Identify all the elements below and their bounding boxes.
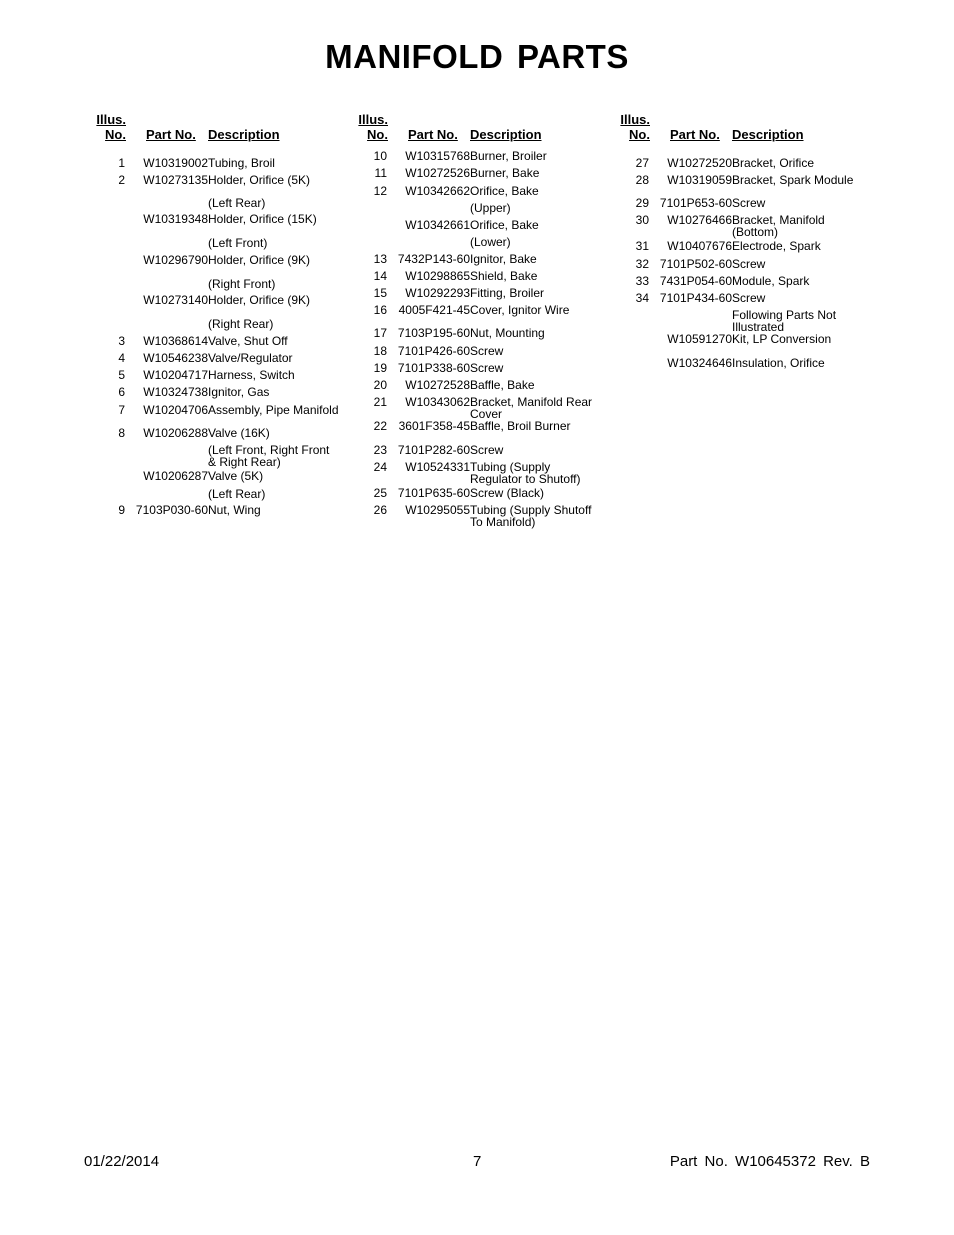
- illus-no: 17: [373, 326, 387, 340]
- part-description: Electrode, Spark: [732, 239, 821, 253]
- part-description: Screw: [732, 291, 766, 305]
- illus-no: 3: [118, 334, 125, 348]
- illus-no: 4: [118, 351, 125, 365]
- part-number: 7431P054-60: [659, 274, 732, 288]
- part-description: Valve (16K): [208, 426, 270, 440]
- part-number: W10324646: [667, 356, 732, 370]
- illus-no: 10: [373, 149, 387, 163]
- part-description: Cover, Ignitor Wire: [470, 303, 570, 317]
- part-number: W10272520: [667, 156, 732, 170]
- part-number: W10272528: [405, 378, 470, 392]
- part-description: (Left Front, Right Front & Right Rear): [208, 444, 354, 468]
- part-number: 7101P434-60: [659, 291, 732, 305]
- part-number: 7101P653-60: [659, 196, 732, 210]
- part-number: 7101P635-60: [397, 486, 470, 500]
- part-number: W10319348: [143, 212, 208, 226]
- footer-page-number: 7: [473, 1153, 482, 1170]
- part-number: W10204706: [143, 403, 208, 417]
- illus-no: 23: [373, 443, 387, 457]
- part-number: W10276466: [667, 213, 732, 227]
- part-description: Bracket, Orifice: [732, 156, 815, 170]
- part-description: Nut, Wing: [208, 503, 261, 517]
- illus-no: 27: [635, 156, 649, 170]
- part-number: W10368614: [143, 334, 208, 348]
- part-description: Fitting, Broiler: [470, 286, 545, 300]
- part-description: Shield, Bake: [470, 269, 538, 283]
- part-description: Tubing (Supply Shutoff To Manifold): [470, 504, 616, 528]
- part-description: Holder, Orifice (9K): [208, 253, 311, 267]
- part-description: Screw (Black): [470, 486, 545, 500]
- illus-no: 25: [373, 486, 387, 500]
- illus-no: 22: [373, 419, 387, 433]
- part-number: W10319002: [143, 156, 208, 170]
- illus-no: 1: [118, 156, 125, 170]
- part-number: W10342662: [405, 184, 470, 198]
- illus-no: 14: [373, 269, 387, 283]
- illus-no: 28: [635, 173, 649, 187]
- part-number: W10324738: [143, 385, 208, 399]
- illus-no: 34: [635, 291, 649, 305]
- part-number: W10206287: [143, 469, 208, 483]
- part-number: 7101P426-60: [397, 344, 470, 358]
- part-description: Insulation, Orifice: [732, 356, 825, 370]
- part-description: Bracket, Manifold Rear Cover: [470, 396, 616, 420]
- part-number: 7103P030-60: [135, 503, 208, 517]
- page-title: MANIFOLD PARTS: [325, 38, 629, 75]
- part-description: Burner, Bake: [470, 166, 540, 180]
- illus-no: 21: [373, 395, 387, 409]
- part-description: Valve, Shut Off: [208, 334, 288, 348]
- part-description: Holder, Orifice (9K): [208, 293, 311, 307]
- illus-no: 11: [374, 166, 387, 180]
- illus-no: 9: [118, 503, 125, 517]
- part-description: Screw: [732, 196, 766, 210]
- part-description: Bracket, Manifold (Bottom): [732, 214, 878, 238]
- part-description-continued: & Right Rear): [208, 455, 281, 469]
- part-description: Screw: [732, 257, 766, 271]
- part-number: W10292293: [405, 286, 470, 300]
- illus-no: 33: [635, 274, 649, 288]
- description-header: Description: [208, 127, 280, 142]
- part-number: W10319059: [667, 173, 732, 187]
- illus-no: 13: [373, 252, 387, 266]
- part-number: W10342661: [405, 218, 470, 232]
- part-number: W10546238: [143, 351, 208, 365]
- part-number: W10272526: [405, 166, 470, 180]
- part-number: W10204717: [143, 368, 208, 382]
- part-description: Kit, LP Conversion: [732, 332, 832, 346]
- part-description-continued: To Manifold): [470, 515, 536, 529]
- part-number: 7432P143-60: [397, 252, 470, 266]
- part-description: Holder, Orifice (5K): [208, 173, 311, 187]
- part-number: 7103P195-60: [397, 326, 470, 340]
- part-description: Tubing, Broil: [208, 156, 275, 170]
- part-number: W10206288: [143, 426, 208, 440]
- illus-no: 18: [373, 344, 387, 358]
- description-header: Description: [732, 127, 804, 142]
- part-description: Valve (5K): [208, 469, 264, 483]
- part-description: Baffle, Broil Burner: [470, 419, 571, 433]
- part-description: (Upper): [470, 201, 511, 215]
- part-description: Module, Spark: [732, 274, 810, 288]
- illus-no: 8: [118, 426, 125, 440]
- part-number: W10524331: [405, 460, 470, 474]
- part-description: Screw: [470, 443, 504, 457]
- illus-no: 5: [118, 368, 125, 382]
- part-description: Orifice, Bake: [470, 218, 539, 232]
- footer-date: 01/22/2014: [84, 1153, 160, 1170]
- illus-no: 15: [373, 286, 387, 300]
- part-number: W10298865: [405, 269, 470, 283]
- part-number: W10273135: [143, 173, 208, 187]
- part-number: W10315768: [405, 149, 470, 163]
- part-description: (Lower): [470, 235, 511, 249]
- part-description: Nut, Mounting: [470, 326, 545, 340]
- illus-no-header: Illus. No.: [620, 112, 650, 142]
- part-description: Orifice, Bake: [470, 184, 539, 198]
- part-description: Assembly, Pipe Manifold: [208, 403, 339, 417]
- illus-no-header: Illus. No.: [96, 112, 126, 142]
- part-no-header: Part No.: [146, 127, 196, 142]
- illus-no: 7: [118, 403, 125, 417]
- part-description: Baffle, Bake: [470, 378, 535, 392]
- part-number: W10343062: [405, 395, 470, 409]
- part-description: Ignitor, Gas: [208, 385, 270, 399]
- part-description: (Right Rear): [208, 317, 274, 331]
- illus-no: 16: [373, 303, 387, 317]
- illus-no: 26: [373, 503, 387, 517]
- part-description: Following Parts Not Illustrated: [732, 309, 878, 333]
- illus-no: 29: [635, 196, 649, 210]
- part-description-continued: Cover: [470, 407, 503, 421]
- part-no-header: Part No.: [670, 127, 720, 142]
- illus-no: 12: [373, 184, 387, 198]
- illus-no: 20: [373, 378, 387, 392]
- part-description-continued: Illustrated: [732, 320, 785, 334]
- part-number: 7101P282-60: [397, 443, 470, 457]
- part-no-header: Part No.: [408, 127, 458, 142]
- part-description: Screw: [470, 344, 504, 358]
- part-number: 7101P338-60: [397, 361, 470, 375]
- part-number: W10273140: [143, 293, 208, 307]
- illus-no: 24: [373, 460, 387, 474]
- illus-no: 19: [373, 361, 387, 375]
- illus-no: 30: [635, 213, 649, 227]
- part-number: 7101P502-60: [659, 257, 732, 271]
- part-description: Ignitor, Bake: [470, 252, 537, 266]
- part-description: (Left Rear): [208, 196, 266, 210]
- part-description: (Left Front): [208, 236, 268, 250]
- part-description-continued: Regulator to Shutoff): [470, 472, 581, 486]
- part-description: Harness, Switch: [208, 368, 295, 382]
- part-description: Bracket, Spark Module: [732, 173, 854, 187]
- part-description: (Left Rear): [208, 487, 266, 501]
- part-description: Screw: [470, 361, 504, 375]
- description-header: Description: [470, 127, 542, 142]
- part-description-continued: (Bottom): [732, 225, 779, 239]
- part-description: (Right Front): [208, 277, 276, 291]
- illus-no: 2: [118, 173, 125, 187]
- part-number: W10296790: [143, 253, 208, 267]
- illus-no: 6: [118, 385, 125, 399]
- part-number: 3601F358-45: [398, 419, 470, 433]
- part-number: W10295055: [405, 503, 470, 517]
- illus-no-header: Illus. No.: [358, 112, 388, 142]
- footer-part-number: Part No. W10645372 Rev. B: [669, 1153, 870, 1170]
- part-number: W10407676: [667, 239, 732, 253]
- part-number: W10591270: [667, 332, 732, 346]
- part-description: Valve/Regulator: [208, 351, 293, 365]
- part-number: 4005F421-45: [398, 303, 470, 317]
- illus-no: 32: [635, 257, 649, 271]
- part-description: Holder, Orifice (15K): [208, 212, 317, 226]
- illus-no: 31: [635, 239, 649, 253]
- part-description: Tubing (Supply Regulator to Shutoff): [470, 461, 616, 485]
- part-description: Burner, Broiler: [470, 149, 547, 163]
